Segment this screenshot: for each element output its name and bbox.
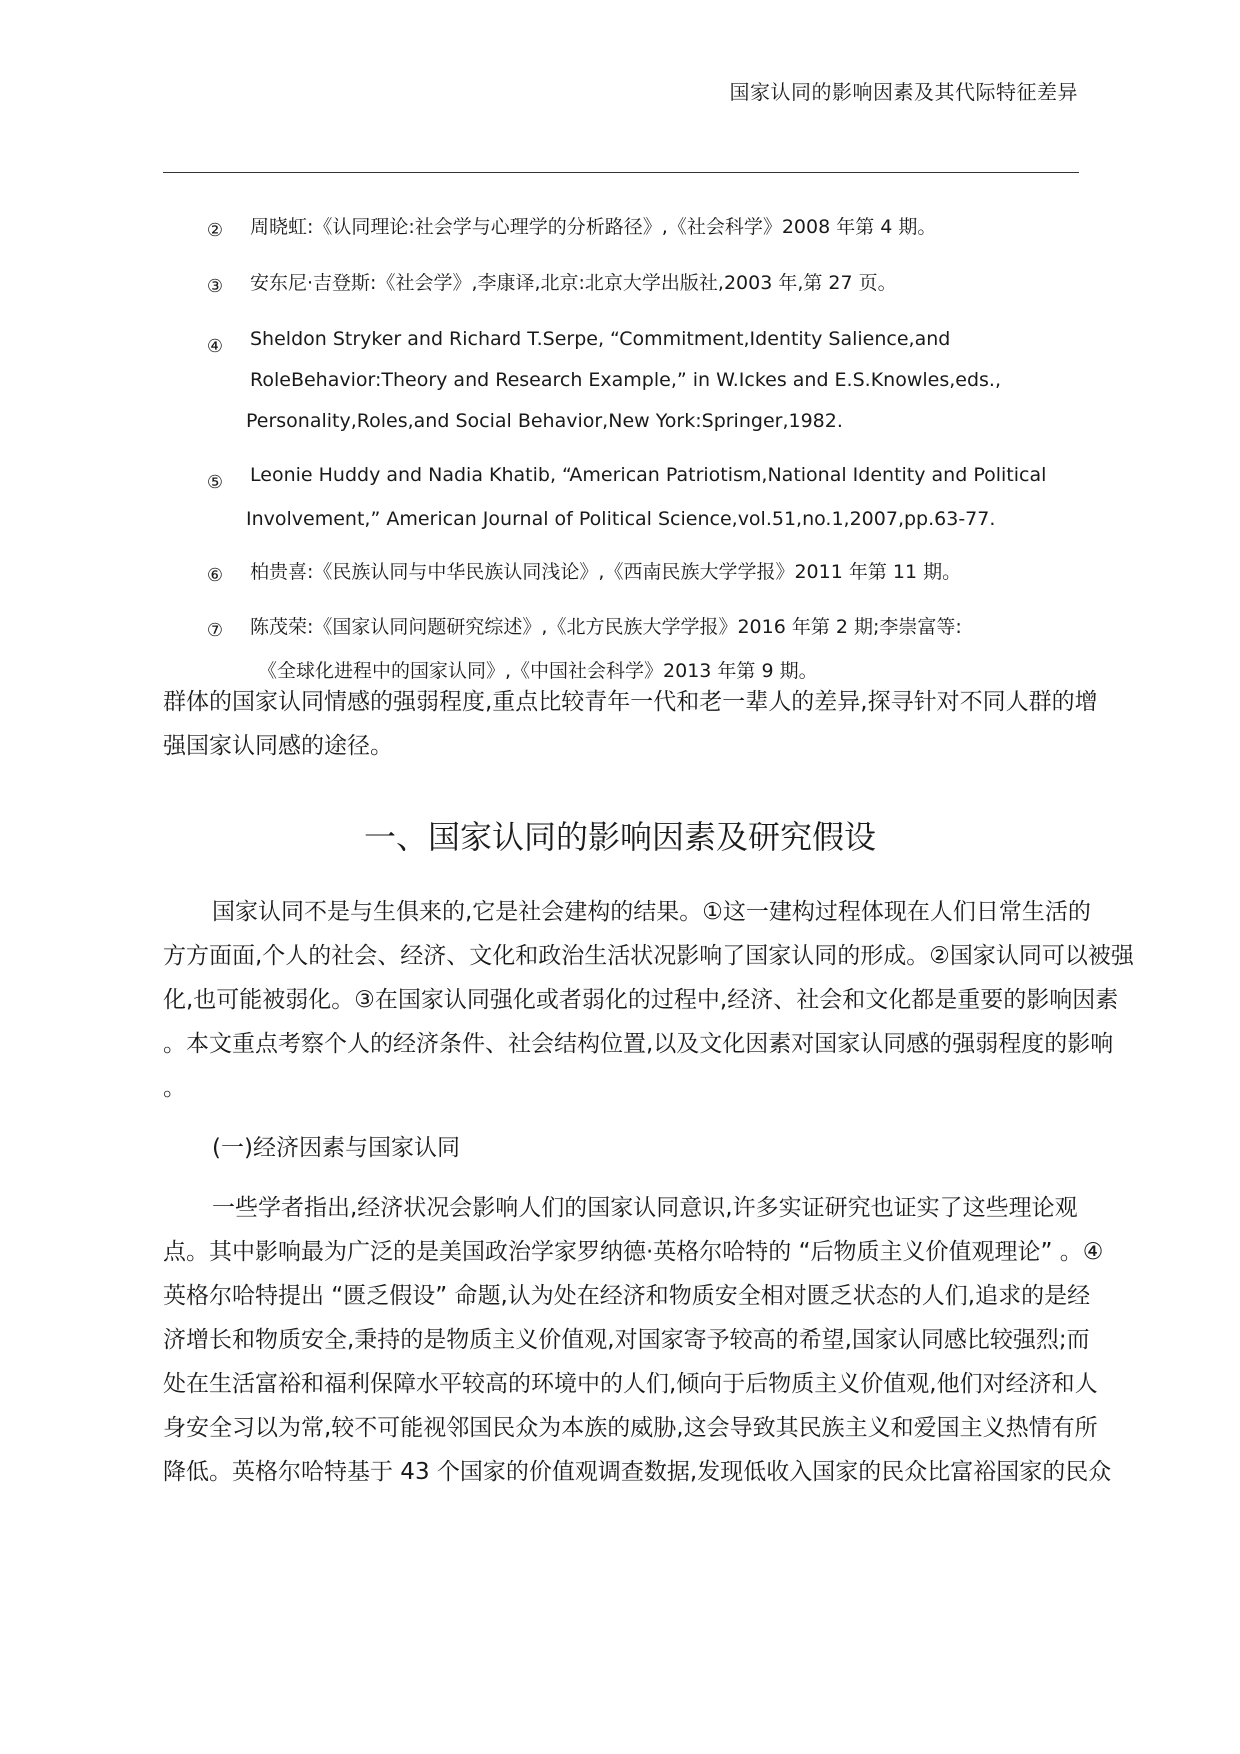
paragraph-line: 一些学者指出,经济状况会影响人们的国家认同意识,许多实证研究也证实了这些理论观 bbox=[212, 1195, 1078, 1221]
footnote-line: Personality,Roles,and Social Behavior,New York:Springer,1982. bbox=[246, 410, 843, 432]
intro-line: 群体的国家认同情感的强弱程度,重点比较青年一代和老一辈人的差异,探寻针对不同人群的增 bbox=[163, 689, 1098, 715]
footnote-line: 《全球化进程中的国家认同》,《中国社会科学》2013 年第 9 期。 bbox=[258, 660, 818, 682]
paragraph-line: 点。其中影响最为广泛的是美国政治学家罗纳德·英格尔哈特的 “后物质主义价值观理论” 。④ bbox=[163, 1239, 1104, 1265]
footnote-line: Involvement,” American Journal of Political Science,vol.51,no.1,2007,pp.63-77. bbox=[246, 508, 996, 530]
paragraph-line: 身安全习以为常,较不可能视邻国民众为本族的威胁,这会导致其民族主义和爱国主义热情有所 bbox=[163, 1415, 1098, 1441]
footnote-line: Leonie Huddy and Nadia Khatib, “American Patriotism,National Identity and Political bbox=[250, 464, 1047, 486]
footnote-line: RoleBehavior:Theory and Research Example,” in W.Ickes and E.S.Knowles,eds., bbox=[250, 369, 1002, 391]
footnote-line: 周晓虹:《认同理论:社会学与心理学的分析路径》,《社会科学》2008 年第 4 期。 bbox=[250, 216, 937, 238]
footnote-marker: ② bbox=[206, 220, 224, 241]
paragraph-line: 降低。英格尔哈特基于 43 个国家的价值观调查数据,发现低收入国家的民众比富裕国家的民众 bbox=[163, 1459, 1112, 1485]
paragraph-line: 国家认同不是与生俱来的,它是社会建构的结果。①这一建构过程体现在人们日常生活的 bbox=[212, 899, 1091, 925]
paragraph-line: 英格尔哈特提出 “匮乏假设” 命题,认为处在经济和物质安全相对匮乏状态的人们,追求的是经 bbox=[163, 1283, 1091, 1309]
paragraph-line: 。本文重点考察个人的经济条件、社会结构位置,以及文化因素对国家认同感的强弱程度的影响 bbox=[163, 1031, 1114, 1057]
footnote-line: 柏贵喜:《民族认同与中华民族认同浅论》,《西南民族大学学报》2011 年第 11 期。 bbox=[250, 561, 962, 583]
footnote-line: Sheldon Stryker and Richard T.Serpe, “Commitment,Identity Salience,and bbox=[250, 328, 951, 350]
paragraph-line: 处在生活富裕和福利保障水平较高的环境中的人们,倾向于后物质主义价值观,他们对经济和人 bbox=[163, 1371, 1098, 1397]
header-rule bbox=[163, 172, 1079, 173]
paragraph-line: 济增长和物质安全,秉持的是物质主义价值观,对国家寄予较高的希望,国家认同感比较强烈;而 bbox=[163, 1327, 1090, 1353]
footnote-marker: ⑤ bbox=[206, 472, 224, 493]
running-header-title: 国家认同的影响因素及其代际特征差异 bbox=[729, 80, 1078, 104]
intro-line: 强国家认同感的途径。 bbox=[163, 733, 393, 759]
footnote-marker: ③ bbox=[206, 276, 224, 297]
footnote-line: 陈茂荣:《国家认同问题研究综述》,《北方民族大学学报》2016 年第 2 期;李崇富等: bbox=[250, 616, 962, 638]
footnote-marker: ⑥ bbox=[206, 565, 224, 586]
paragraph-line: 。 bbox=[163, 1075, 186, 1101]
footnote-marker: ⑦ bbox=[206, 620, 224, 641]
footnote-line: 安东尼·吉登斯:《社会学》,李康译,北京:北京大学出版社,2003 年,第 27 页。 bbox=[250, 272, 897, 294]
footnote-marker: ④ bbox=[206, 336, 224, 357]
paragraph-line: 方方面面,个人的社会、经济、文化和政治生活状况影响了国家认同的形成。②国家认同可以被强 bbox=[163, 943, 1134, 969]
section-heading: 一、国家认同的影响因素及研究假设 bbox=[363, 818, 876, 856]
subheading: (一)经济因素与国家认同 bbox=[212, 1135, 460, 1161]
paragraph-line: 化,也可能被弱化。③在国家认同强化或者弱化的过程中,经济、社会和文化都是重要的影响因素 bbox=[163, 987, 1119, 1013]
